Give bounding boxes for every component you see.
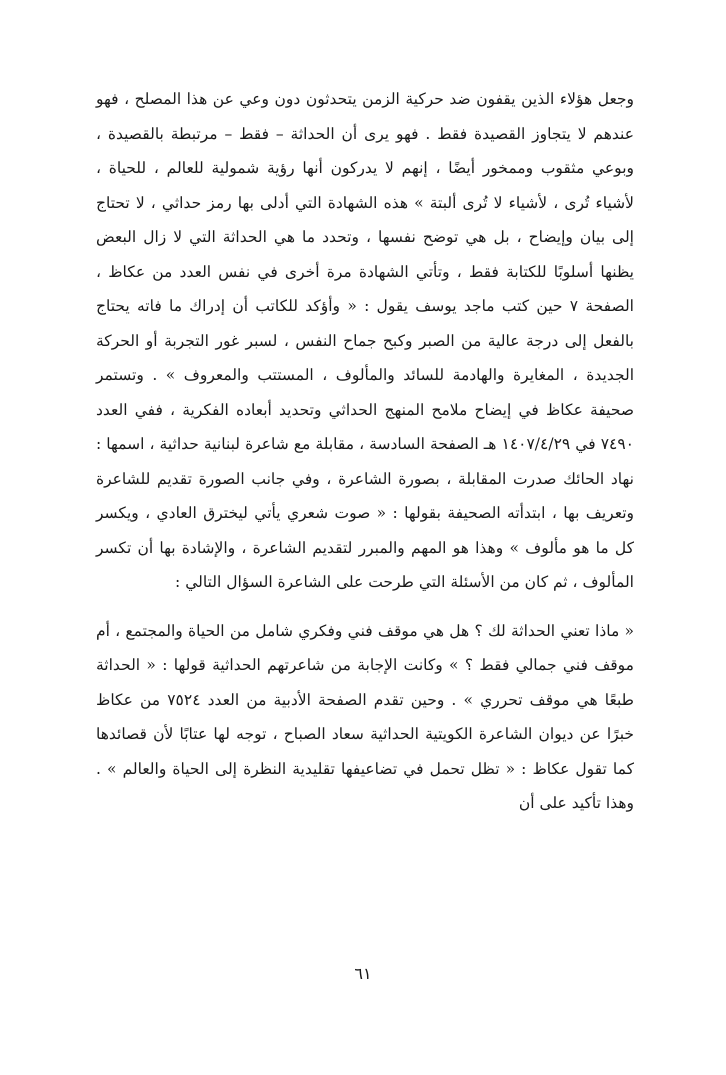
page-number: ٦١ — [354, 964, 372, 983]
paragraph-2: « ماذا تعني الحداثة لك ؟ هل هي موقف فني وفكري شامل من الحياة والمجتمع ، أم موقف فني جمالي فقط ؟ » وكانت الإجابة من شاعرتهم الحداثية قولها : « الحداثة طبعًا هي موقف تحرري » . وحين تقدم الصفحة الأدبية من العدد ٧٥٢٤ من عكاظ خبرًا عن ديوان الشاعرة الكويتية الحداثية سعاد الصباح ، توجه لها عتابًا لأن قصائدها كما تقول عكاظ : « تظل تحمل في تضاعيفها تقليدية النظرة إلى الحياة والعالم » . وهذا تأكيد على أن — [96, 621, 634, 812]
paragraph-1: وجعل هؤلاء الذين يقفون ضد حركية الزمن يتحدثون دون وعي عن هذا المصلح ، فهو عندهم لا يتجاوز القصيدة فقط . فهو يرى أن الحداثة – فقط – مرتبطة بالقصيدة ، وبوعي مثقوب وممخور أيضًا ، إنهم لا يدركون أنها رؤية شمولية للعالم ، للحياة ، لأشياء تُرى ، لأشياء لا تُرى ألبتة » هذه الشهادة التي أدلى بها رمز حداثي ، لا تحتاج إلى بيان وإيضاح ، بل هي توضح نفسها ، وتحدد ما هي الحداثة التي لا زال البعض يظنها أسلوبًا للكتابة فقط ، وتأتي الشهادة مرة أخرى في نفس العدد من عكاظ ، الصفحة ٧ حين كتب ماجد يوسف يقول : « وأؤكد للكاتب أن إدراك ما فاته يحتاج بالفعل إلى درجة عالية من الصبر وكبح جماح النفس ، لسبر غور التجربة أو الحركة الجديدة ، المغايرة والهادمة للسائد والمألوف ، المستتب والمعروف » . وتستمر صحيفة عكاظ في إيضاح ملامح المنهج الحداثي وتحديد أبعاده الفكرية ، ففي العدد ٧٤٩٠ في ١٤٠٧/٤/٢٩ هـ الصفحة السادسة ، مقابلة مع شاعرة لبنانية حداثية ، اسمها : نهاد الحائك صدرت المقابلة ، بصورة الشاعرة ، وفي جانب الصورة تقديم للشاعرة وتعريف بها ، ابتدأته الصحيفة بقولها : « صوت شعري يأتي ليخترق العادي ، ويكسر كل ما هو مألوف » وهذا هو المهم والمبرر لتقديم الشاعرة ، والإشادة بها أن تكسر المألوف ، ثم كان من الأسئلة التي طرحت على الشاعرة السؤال التالي : — [96, 90, 635, 591]
page-body — [96, 82, 634, 821]
